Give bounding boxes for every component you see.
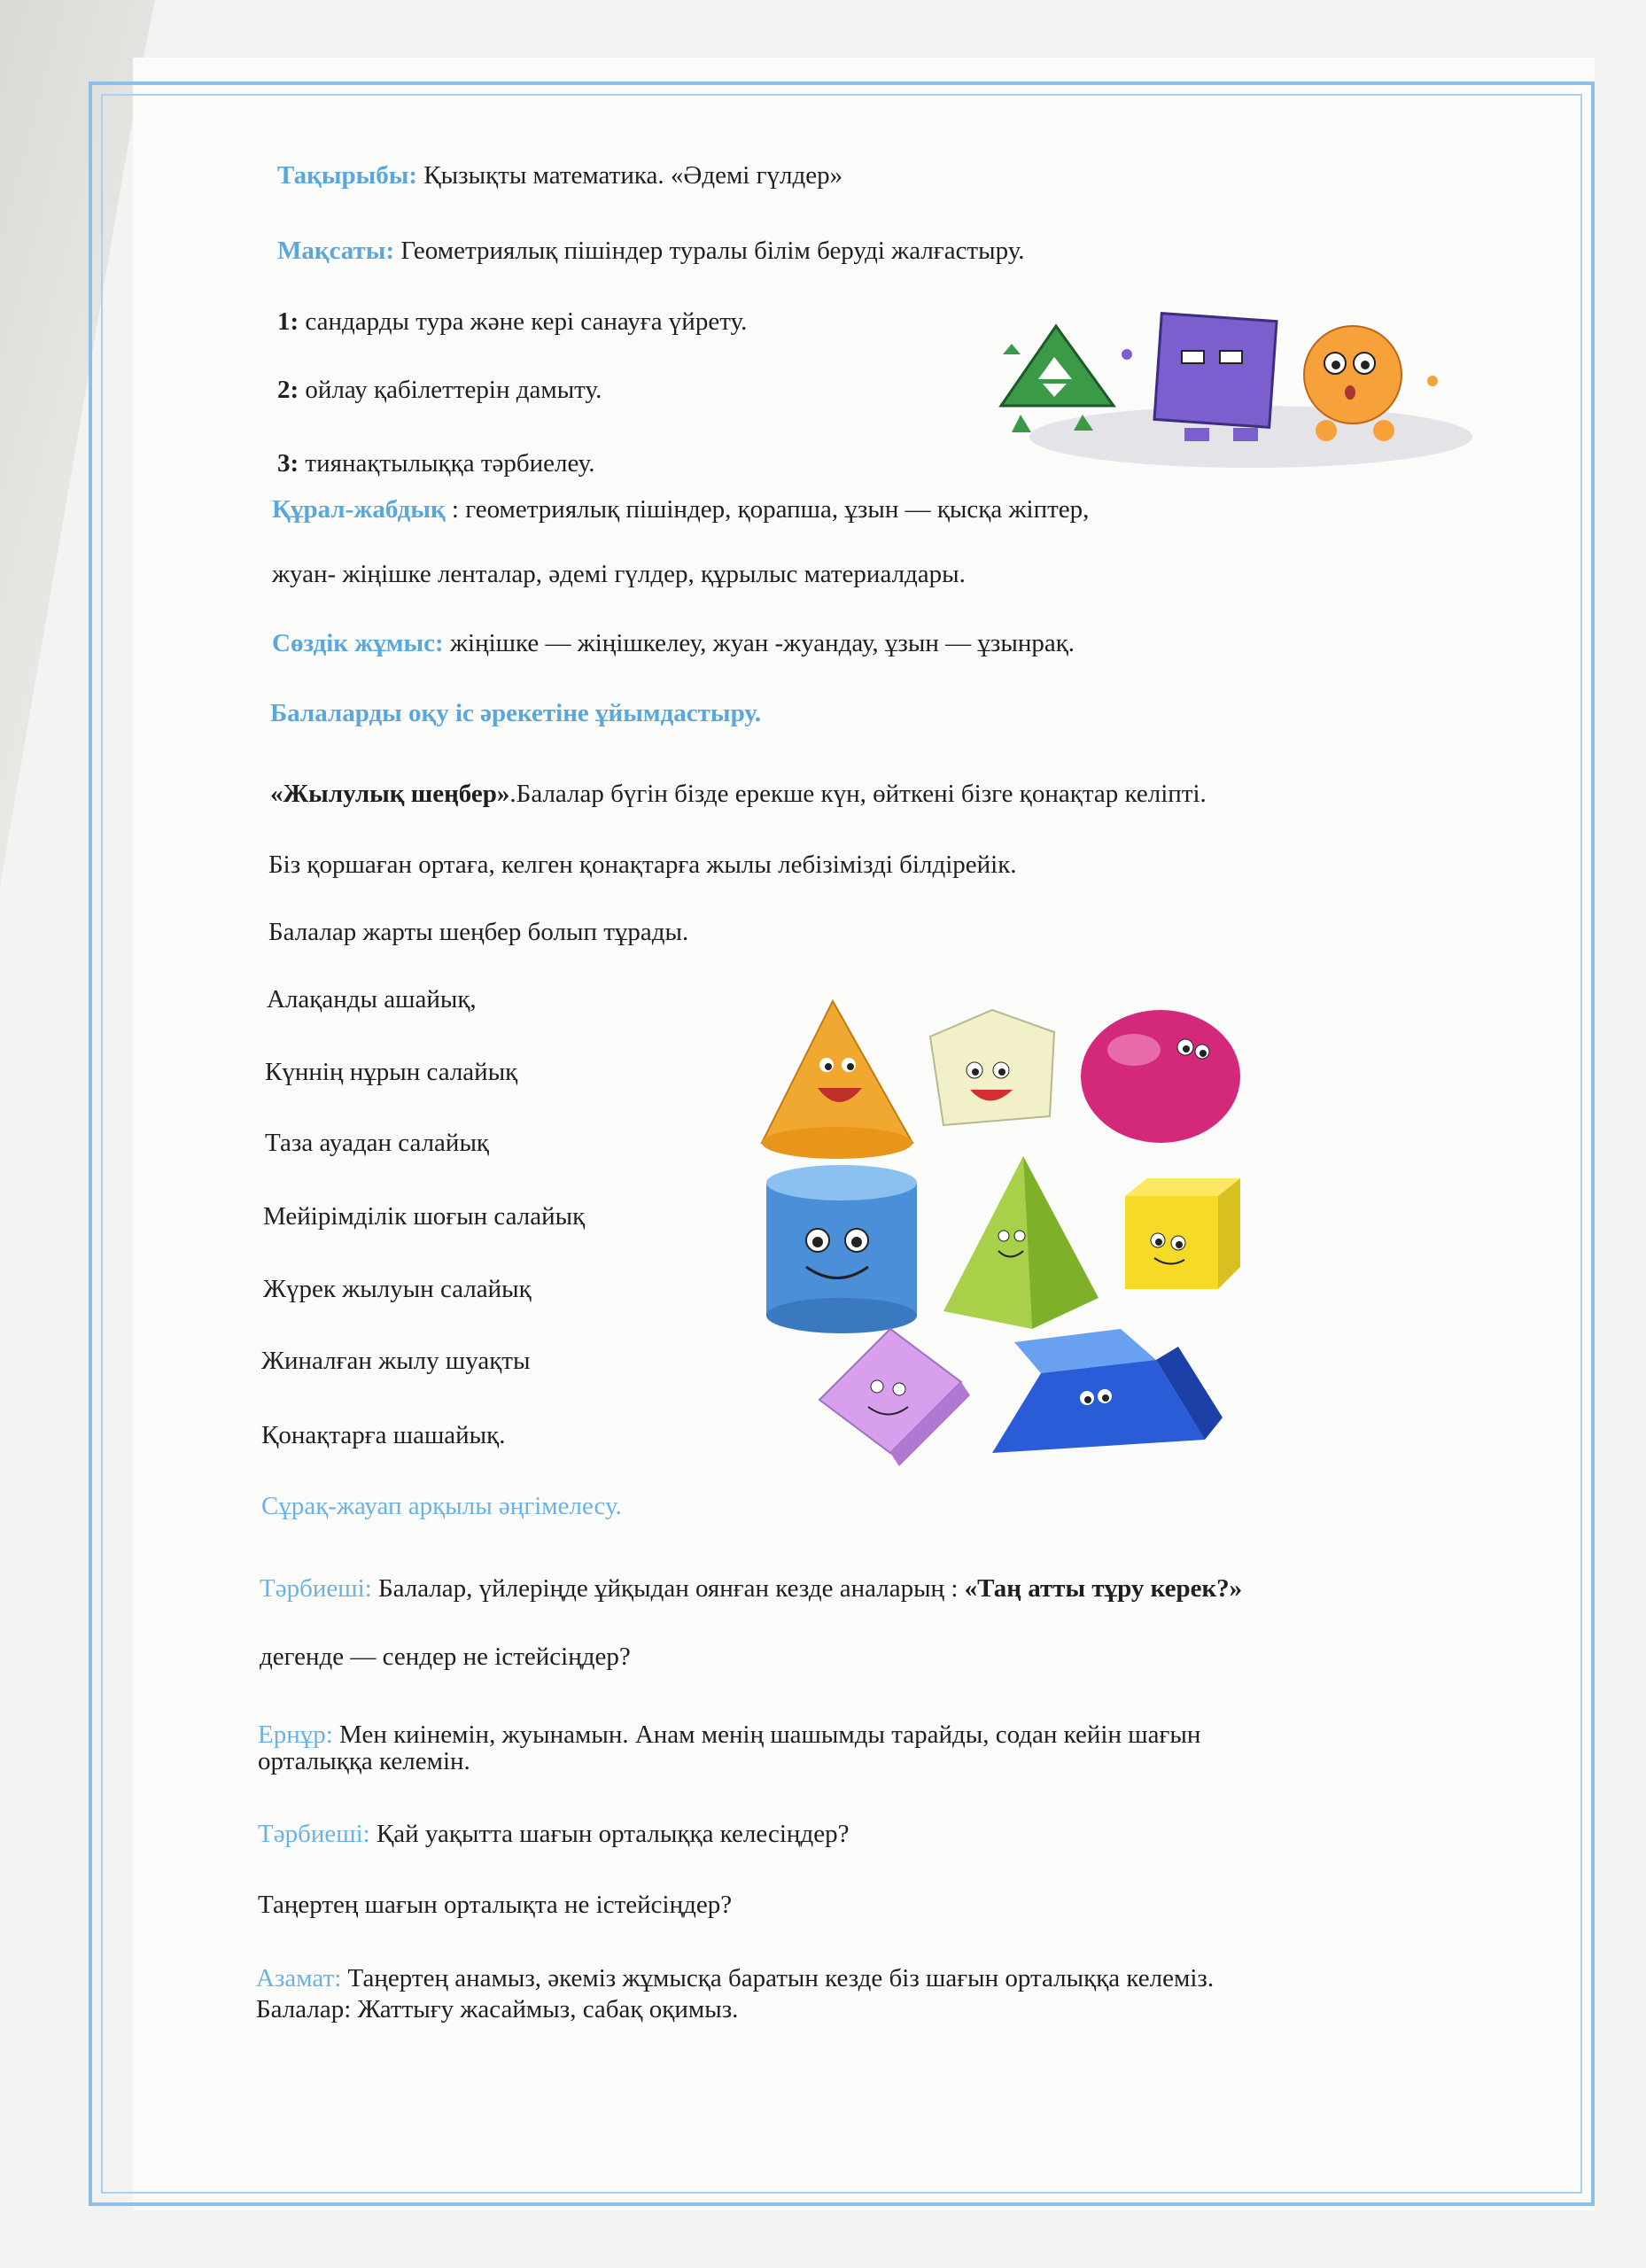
poem-line: Жиналған жылу шуақты (261, 1347, 531, 1375)
cube-shape (1125, 1178, 1240, 1289)
rhombus-prism-shape (819, 1329, 970, 1466)
warm-line-2: Біз қоршаған ортаға, келген қонақтарға жылы лебізімізді білдірейік. (268, 850, 1017, 879)
warm-line-3: Балалар жарты шеңбер болып тұрады. (268, 918, 689, 946)
sphere-shape (1081, 1010, 1240, 1143)
vocab-line (272, 627, 1075, 659)
section-title: Балаларды оқу іс әрекетіне ұйымдастыру. (270, 699, 762, 727)
topic-line (277, 159, 842, 191)
objective-text: ойлау қабілеттерін дамыту. (305, 376, 602, 404)
cartoon-shapes-image (994, 282, 1479, 499)
geometric-solids-image (757, 992, 1307, 1475)
dialog-teacher-1 (260, 1573, 1242, 1604)
dialog-azamat (256, 1962, 1214, 1994)
dialog-quote: «Таң атты тұру керек?» (964, 1574, 1243, 1603)
warm-line-1 (270, 778, 1207, 810)
objective-number: 2: (277, 376, 299, 404)
speaker-label: Тәрбиеші: (258, 1820, 370, 1848)
poem-line: Қонақтарға шашайық. (261, 1421, 506, 1449)
objective-number: 3: (277, 449, 299, 478)
goal-line (277, 235, 1025, 267)
cone-shape (762, 1001, 912, 1159)
dialog-text: Таңертең анамыз, әкеміз жұмысқа баратын кезде біз шағын орталыққа келеміз. (347, 1964, 1215, 1992)
pentagonal-prism-shape (930, 1010, 1054, 1125)
objective-text: тиянақтылыққа тәрбиелеу. (305, 449, 595, 478)
equipment-line-1 (272, 493, 1089, 525)
objective-number: 1: (277, 307, 299, 336)
vocab-text: жіңішке — жіңішкелеу, жуан -жуандау, ұзын — ұзынрақ. (449, 629, 1075, 657)
warm-text: .Балалар бүгін бізде ерекше күн, өйткені бізге қонақтар келіпті. (509, 780, 1207, 808)
qa-title: Сұрақ-жауап арқылы әңгімелесу. (261, 1492, 622, 1520)
topic-label: Тақырыбы: (277, 161, 418, 190)
poem-line: Алақанды ашайық, (267, 985, 477, 1014)
speaker-label: Ернұр: (258, 1720, 333, 1749)
trapezoid-prism-shape (992, 1329, 1223, 1453)
equipment-line-2: жуан- жіңішке ленталар, әдемі гүлдер, құрылыс материалдары. (272, 560, 966, 588)
objective-text: сандарды тура және кері санауға үйрету. (305, 307, 748, 336)
equipment-text: : геометриялық пішіндер, қорапша, ұзын — қысқа жіптер, (451, 495, 1090, 524)
objective-2 (277, 374, 602, 406)
objective-1 (277, 306, 747, 338)
dialog-teacher-2-cont: Таңертең шағын орталықта не істейсіңдер? (258, 1891, 733, 1919)
pyramid-shape (943, 1156, 1099, 1329)
vocab-label: Сөздік жұмыс: (272, 629, 444, 657)
dialog-azamat-cont: Балалар: Жаттығу жасаймыз, сабақ оқимыз. (256, 1995, 739, 2023)
cylinder-shape (766, 1165, 917, 1333)
dialog-text: Балалар, үйлеріңде ұйқыдан оянған кезде аналарың : (377, 1574, 959, 1603)
equipment-label: Құрал-жабдық (272, 495, 446, 524)
dialog-text: Мен киінемін, жуынамын. Анам менің шашымды тарайды, содан кейін шағын (339, 1720, 1201, 1749)
goal-label: Мақсаты: (277, 237, 395, 265)
speaker-label: Тәрбиеші: (260, 1574, 372, 1603)
goal-text: Геометриялық пішіндер туралы білім беруді жалғастыру. (400, 237, 1025, 265)
poem-line: Жүрек жылуын салайық (263, 1275, 532, 1303)
dialog-ernur-cont: орталыққа келемін. (258, 1747, 470, 1775)
poem-line: Мейірімділік шоғын салайық (263, 1202, 586, 1231)
topic-text: Қызықты математика. «Әдемі гүлдер» (423, 161, 843, 190)
warm-title: «Жылулық шеңбер» (270, 780, 510, 808)
objective-3 (277, 447, 595, 479)
poem-line: Күннің нұрын салайық (265, 1058, 518, 1086)
dialog-teacher-2 (258, 1818, 849, 1850)
speaker-label: Азамат: (256, 1964, 342, 1992)
poem-line: Таза ауадан салайық (265, 1129, 490, 1157)
dialog-text: Қай уақытта шағын орталыққа келесіңдер? (376, 1820, 850, 1848)
dialog-teacher-1-cont: дегенде — сендер не істейсіңдер? (260, 1643, 631, 1671)
